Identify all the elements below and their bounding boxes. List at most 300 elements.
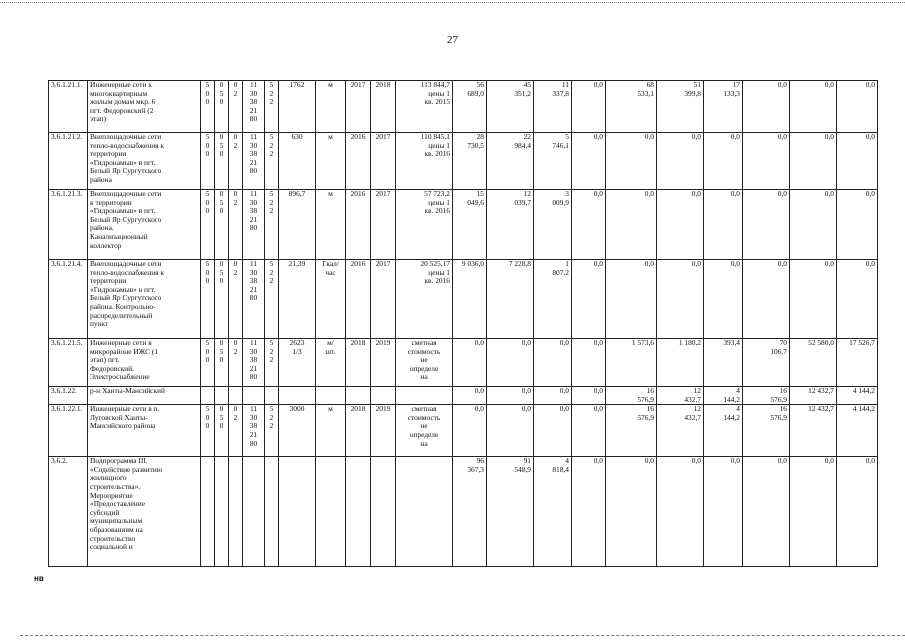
cell-line: 0,0 [730,259,740,268]
cell-line: Канализационный [90,231,148,241]
cell-line: м [328,189,333,198]
value-cell-10 [837,405,878,457]
code-digits-5 [265,405,279,457]
cell-line: 630 [291,132,303,141]
cell-line: 9 036,0 [461,259,484,268]
table-row [49,457,878,567]
year-end-cell: 2019 [371,339,396,387]
cell-line: Мансийского района [90,421,156,431]
cell-line: 576,9 [637,412,654,422]
cell-line: 80 [249,438,258,448]
cell-line: 80 [249,223,258,233]
cell-line: района. [90,223,114,233]
cell-line: 0,0 [521,404,531,414]
cell-line: «Гидронамыв» в пгт. [90,206,156,216]
cell-line: территории [90,276,127,286]
estimated-cost-cell [396,405,453,457]
cell-line: 4 [736,386,740,395]
cell-line: 144,2 [723,394,740,404]
cell-line: 5 [269,338,274,347]
cell-line: Внеплощадочные сети [90,259,162,268]
value-cell-4 [572,405,606,457]
value-cell-2 [487,260,534,339]
value-cell-8 [743,457,790,567]
cell-line: 2 [233,412,238,422]
cell-line: 30 [249,88,258,98]
value-cell-1 [453,190,487,260]
cell-line: 11 [249,80,258,89]
cell-line: 16 [646,386,654,395]
cell-line: социальной и [90,542,133,552]
cell-line: час [325,267,336,277]
row-code-cell: 3.6.1.21.1. [49,81,88,133]
cell-line: 91 [523,456,531,466]
value-cell-10 [837,133,878,190]
cell-line: 5 [219,140,224,150]
cell-line: 0,0 [644,456,654,466]
code-digits-3 [229,190,243,260]
cell-line: 0,0 [474,338,484,347]
cell-line: 0,0 [777,80,787,89]
cell-line: 0 [219,132,224,141]
cell-line: 432,7 [684,412,701,422]
cell-line: 0,0 [474,386,484,395]
cell-line: 2 [269,88,274,98]
cell-line: цены 1 [428,197,450,207]
cell-line: Мероприятие [90,490,133,500]
value-cell-8 [743,190,790,260]
cell-line: 0 [205,206,210,216]
cell-line: 5 [205,132,210,141]
code-digits-5 [265,387,279,405]
value-cell-6 [657,190,704,260]
cell-line: 38 [249,421,258,431]
cell-line: пгт. Федоровский (2 [90,105,154,115]
cell-line: 2 [269,140,274,150]
code-digits-3 [229,387,243,405]
cell-line: 0,0 [593,80,603,89]
cell-line: 38 [249,355,258,365]
cell-line: сметная [411,404,437,414]
cell-line: 106,7 [770,346,787,356]
cell-line: 21,39 [288,259,306,268]
cell-line: 0,0 [777,456,787,466]
capacity-cell [279,387,316,405]
value-cell-9 [790,457,837,567]
cell-line: 0,0 [593,404,603,414]
year-start-cell: 2016 [346,190,371,260]
cell-line: 38 [249,276,258,286]
estimated-cost-cell [396,339,453,387]
cell-line: Инженерные сети в [90,338,152,347]
cell-line: 5 [219,197,224,207]
cell-line: 0,0 [644,189,654,198]
cell-line: 21 [249,284,258,294]
cell-line: 0 [205,149,210,159]
cell-line: 57 723,2 [424,189,450,198]
value-cell-4 [572,133,606,190]
code-digits-4 [243,457,265,567]
value-cell-2 [487,457,534,567]
cell-line: 0,0 [824,132,834,141]
cell-line: 0 [219,189,224,198]
value-cell-4 [572,81,606,133]
cell-line: цены 1 [428,140,450,150]
cell-line: Гкал/ [322,259,339,268]
capacity-cell [279,133,316,190]
capacity-cell [279,405,316,457]
code-digits-3 [229,260,243,339]
value-cell-9 [790,339,837,387]
cell-line: 21 [249,105,258,115]
unit-cell [316,133,346,190]
cell-line: 0,0 [644,259,654,268]
cell-line: 11 [249,132,258,141]
cell-line: 576,9 [637,394,654,404]
cell-line: 0,0 [777,259,787,268]
cell-line: 0,0 [593,338,603,347]
cell-line: 0,0 [865,189,875,198]
cell-line: 80 [249,372,258,382]
cell-line: 5 [205,338,210,347]
cell-line: 0,0 [824,259,834,268]
value-cell-4 [572,339,606,387]
cell-line: 3 [565,189,569,198]
value-cell-9 [790,260,837,339]
value-cell-4 [572,387,606,405]
row-code-cell: 3.6.1.21.3. [49,190,88,260]
cell-line: м/ [327,338,334,347]
code-digits-2 [215,190,229,260]
cell-line: 56 [476,80,484,89]
cell-line: р-н Ханты-Мансийский [90,386,165,395]
cell-line: 21 [249,157,258,167]
code-digits-4 [243,405,265,457]
cell-line: «Гидронамыв» в пгт. [90,157,156,167]
cell-line: 0 [205,346,210,356]
cell-line: 5 [269,259,274,268]
cell-line: шт. [325,346,336,356]
cell-line: 5 [219,88,224,98]
value-cell-5 [606,190,657,260]
code-digits-5 [265,339,279,387]
year-start-cell: 2018 [346,339,371,387]
estimated-cost-cell [396,81,453,133]
cell-line: 96 [476,456,484,466]
cell-line: цены 1 [428,88,450,98]
unit-cell [316,457,346,567]
cell-line: 0 [233,189,238,198]
cell-line: 807,2 [552,267,569,277]
cell-line: стоимость [407,346,441,356]
cell-line: «Предоставление [90,499,145,509]
row-code-cell: 3.6.1.22.1. [49,405,88,457]
cell-line: 21 [249,429,258,439]
code-digits-4 [243,190,265,260]
cell-line: 896,7 [288,189,306,198]
code-digits-4 [243,81,265,133]
cell-line: 0,0 [559,404,569,414]
cell-line: 16 [646,404,654,414]
value-cell-2 [487,339,534,387]
value-cell-6 [657,339,704,387]
cell-line: 11 [561,80,569,89]
cell-line: 0,0 [691,259,701,268]
cell-line: 11 [249,189,258,198]
cell-line: Инженерные сети к [90,80,152,89]
cell-line: строительство [90,533,136,543]
cell-line: 2 [233,267,238,277]
cell-line: 2 [233,346,238,356]
row-name-cell [88,339,201,387]
unit-cell [316,190,346,260]
value-cell-4 [572,457,606,567]
value-cell-7 [704,457,743,567]
cell-line: 0,0 [521,338,531,347]
value-cell-2 [487,81,534,133]
cell-line: Белый Яр Сургутского [90,166,162,176]
cell-line: не [420,355,428,365]
cell-line: 38 [249,206,258,216]
cell-line: 0,0 [824,189,834,198]
cell-line: кв. 2016 [424,149,450,159]
value-cell-2 [487,133,534,190]
cell-line: 80 [249,114,258,124]
code-digits-1 [201,457,215,567]
value-cell-6 [657,457,704,567]
cell-line: 2 [269,206,274,216]
value-cell-4 [572,190,606,260]
code-digits-2 [215,133,229,190]
row-code-cell: 3.6.1.21.5. [49,339,88,387]
cell-line: 21 [249,214,258,224]
value-cell-1 [453,81,487,133]
cell-line: Внеплощадочные сети [90,189,162,198]
code-digits-3 [229,81,243,133]
value-cell-1 [453,405,487,457]
cell-line: Белый Яр Сургутского [90,214,162,224]
cell-line: 0,0 [691,189,701,198]
cell-line: 0 [205,88,210,98]
code-digits-3 [229,339,243,387]
cell-line: 133,3 [723,88,740,98]
cell-line: кв. 2016 [424,206,450,216]
code-digits-5 [265,133,279,190]
value-cell-3 [534,81,572,133]
cell-line: района. Контрольно- [90,301,156,311]
table-body [49,81,878,567]
value-cell-5 [606,457,657,567]
cell-line: 5 [205,259,210,268]
cell-line: м [328,132,333,141]
cell-line: жилищного [90,473,127,483]
cell-line: 049,6 [467,197,484,207]
cell-line: 52 580,0 [808,338,834,347]
value-cell-7 [704,190,743,260]
cell-line: 5 [219,346,224,356]
cell-line: коллектор [90,240,122,250]
code-digits-2 [215,81,229,133]
cell-line: 367,3 [467,464,484,474]
cell-line: 0 [233,132,238,141]
cell-line: 113 844,7 [420,80,450,89]
year-end-cell: 2017 [371,260,396,339]
cell-line: 5 [205,189,210,198]
value-cell-6 [657,133,704,190]
cell-line: 576,9 [770,394,787,404]
cell-line: 0,0 [824,456,834,466]
value-cell-8 [743,133,790,190]
footer-note: нв [34,574,44,583]
code-digits-5 [265,457,279,567]
value-cell-10 [837,190,878,260]
cell-line: 393,4 [723,338,740,347]
code-digits-1 [201,339,215,387]
cell-line: пункт [90,319,109,329]
cell-line: 30 [249,346,258,356]
cell-line: «Гидронамыв» в пгт. [90,284,156,294]
code-digits-1 [201,190,215,260]
cell-line: 5 [269,404,274,414]
cell-line: 0,0 [559,386,569,395]
cell-line: 533,1 [637,88,654,98]
cell-line: кв. 2016 [424,276,450,286]
capacity-cell [279,339,316,387]
value-cell-5 [606,260,657,339]
code-digits-4 [243,339,265,387]
cell-line: строительства». [90,481,141,491]
cell-line: Белый Яр Сургутского [90,293,162,303]
code-digits-1 [201,387,215,405]
cell-line: 039,7 [514,197,531,207]
cell-line: 5 [219,412,224,422]
cell-line: «Содействие развитию [90,464,163,474]
year-start-cell: 2017 [346,81,371,133]
investment-table [48,80,878,567]
cell-line: 2 [269,97,274,107]
cell-line: 0 [219,404,224,414]
cell-line: 1 [565,259,569,268]
table-row [49,190,878,260]
cell-line: 68 [646,80,654,89]
cell-line: 0 [233,259,238,268]
row-name-cell [88,133,201,190]
table-row [49,387,878,405]
cell-line: 2623 [289,338,305,347]
cell-line: 45 [523,80,531,89]
code-digits-2 [215,457,229,567]
cell-line: 337,8 [552,88,569,98]
unit-cell [316,260,346,339]
cell-line: м [328,404,333,414]
cell-line: Федоровский. [90,363,134,373]
table-row [49,81,878,133]
year-end-cell: 2019 [371,405,396,457]
cell-line: 2 [269,355,274,365]
table-row [49,260,878,339]
value-cell-3 [534,387,572,405]
estimated-cost-cell [396,190,453,260]
cell-line: 22 [523,132,531,141]
capacity-cell [279,81,316,133]
cell-line: на [420,372,428,382]
code-digits-1 [201,260,215,339]
value-cell-5 [606,81,657,133]
cell-line: 0 [205,97,210,107]
value-cell-5 [606,339,657,387]
value-cell-5 [606,133,657,190]
estimated-cost-cell [396,260,453,339]
cell-line: 12 432,7 [808,386,834,395]
unit-cell [316,81,346,133]
code-digits-2 [215,260,229,339]
cell-line: 0 [205,140,210,150]
value-cell-9 [790,190,837,260]
row-name-cell [88,457,201,567]
cell-line: 38 [249,97,258,107]
row-code-cell: 3.6.1.21.2. [49,133,88,190]
code-digits-3 [229,133,243,190]
cell-line: определе [409,363,439,373]
year-start-cell [346,457,371,567]
cell-line: 2 [269,149,274,159]
cell-line: 30 [249,412,258,422]
cell-line: 0,0 [777,132,787,141]
cell-line: 0 [205,267,210,277]
code-digits-1 [201,405,215,457]
cell-line: 12 [523,189,531,198]
unit-cell [316,405,346,457]
cell-line: 2 [269,276,274,286]
cell-line: 746,1 [552,140,569,150]
capacity-cell [279,190,316,260]
row-name-cell [88,190,201,260]
cell-line: 80 [249,166,258,176]
cell-line: 0,0 [593,259,603,268]
cell-line: 17 [732,80,740,89]
value-cell-1 [453,260,487,339]
cell-line: 009,9 [552,197,569,207]
cell-line: 11 [249,259,258,268]
cell-line: 11 [249,338,258,347]
value-cell-3 [534,260,572,339]
value-cell-10 [837,81,878,133]
value-cell-2 [487,405,534,457]
cell-line: тепло-водоснабжения к [90,267,164,277]
cell-line: 30 [249,267,258,277]
row-code-cell: 3.6.1.22. [49,387,88,405]
cell-line: к территории [90,197,132,207]
cell-line: 0,0 [644,132,654,141]
code-digits-4 [243,260,265,339]
value-cell-2 [487,190,534,260]
cell-line: 2 [269,197,274,207]
unit-cell [316,387,346,405]
cell-line: 689,0 [467,88,484,98]
cell-line: 730,5 [467,140,484,150]
value-cell-4 [572,260,606,339]
cell-line: Инженерные сети в п. [90,404,160,414]
cell-line: 0,0 [593,456,603,466]
cell-line: 144,2 [723,412,740,422]
cell-line: 0,0 [691,132,701,141]
value-cell-6 [657,260,704,339]
cell-line: Луговской Ханты- [90,412,148,422]
cell-line: 548,9 [514,464,531,474]
cell-line: 2 [269,412,274,422]
value-cell-1 [453,339,487,387]
cell-line: 0 [219,276,224,286]
